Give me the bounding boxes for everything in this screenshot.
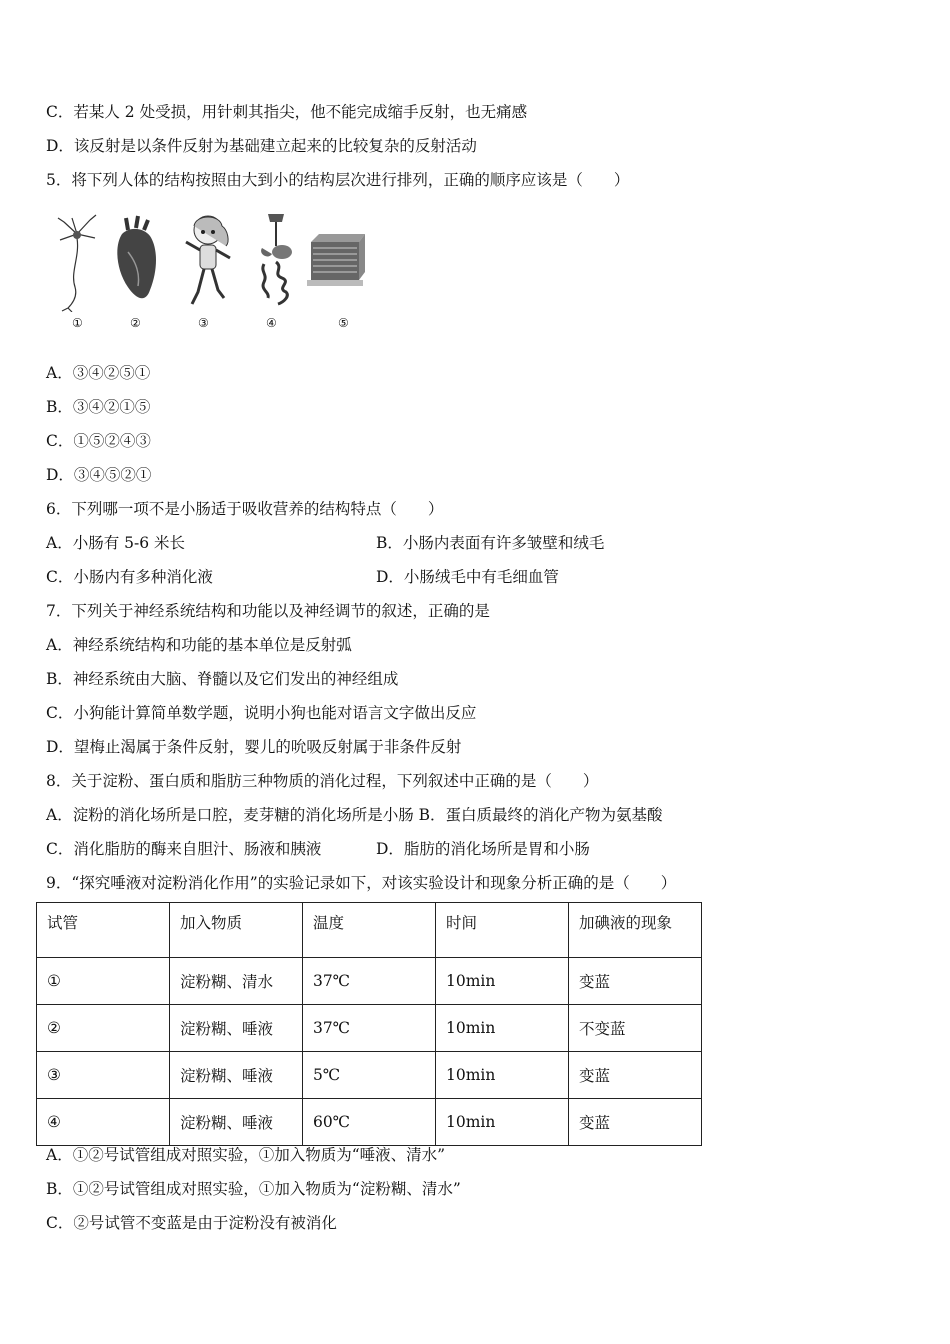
figure-label-5: ⑤ xyxy=(338,316,349,330)
q8-option-ab: A．淀粉的消化场所是口腔，麦芽糖的消化场所是小肠 B．蛋白质最终的消化产物为氨基酸 xyxy=(46,806,663,824)
line-d-option: D．该反射是以条件反射为基础建立起来的比较复杂的反射活动 xyxy=(46,137,477,155)
table-cell: ① xyxy=(37,958,170,1005)
heart-figure xyxy=(108,212,163,312)
q5-option-d: D．③④⑤②① xyxy=(46,466,152,484)
table-header-row xyxy=(37,903,702,958)
q9-option-a: A．①②号试管组成对照实验，①加入物质为“唾液、清水” xyxy=(46,1146,446,1164)
table-header-cell: 时间 xyxy=(436,903,569,958)
table-cell: 变蓝 xyxy=(569,1052,702,1099)
table-row xyxy=(37,1099,702,1146)
table-cell: 5℃ xyxy=(303,1052,436,1099)
q6-option-d: D．小肠绒毛中有毛细血管 xyxy=(376,568,559,586)
table-row xyxy=(37,958,702,1005)
table-cell: 37℃ xyxy=(303,958,436,1005)
table-cell: 淀粉糊、清水 xyxy=(170,958,303,1005)
tissue-figure xyxy=(305,212,365,312)
figure-label-2: ② xyxy=(130,316,141,330)
table-cell: 淀粉糊、唾液 xyxy=(170,1052,303,1099)
q9-option-c: C．②号试管不变蓝是由于淀粉没有被消化 xyxy=(46,1214,337,1232)
experiment-table xyxy=(36,902,702,1146)
table-cell: 10min xyxy=(436,958,569,1005)
table-row xyxy=(37,1005,702,1052)
table-row xyxy=(37,1052,702,1099)
q6-option-c: C．小肠内有多种消化液 xyxy=(46,568,213,586)
girl-figure xyxy=(178,212,238,312)
line-c-option: C．若某人 2 处受损，用针刺其指尖，他不能完成缩手反射，也无痛感 xyxy=(46,103,528,121)
table-cell: 淀粉糊、唾液 xyxy=(170,1005,303,1052)
structure-figures xyxy=(50,212,370,337)
question-9: 9．“探究唾液对淀粉消化作用”的实验记录如下，对该实验设计和现象分析正确的是（ ） xyxy=(46,874,677,892)
table-cell: 变蓝 xyxy=(569,1099,702,1146)
q7-option-d: D．望梅止渴属于条件反射，婴儿的吮吸反射属于非条件反射 xyxy=(46,738,462,756)
q5-option-c: C．①⑤②④③ xyxy=(46,432,151,450)
table-cell: 淀粉糊、唾液 xyxy=(170,1099,303,1146)
figure-label-4: ④ xyxy=(266,316,277,330)
table-cell: 10min xyxy=(436,1052,569,1099)
table-header-cell: 加入物质 xyxy=(170,903,303,958)
table-cell: 不变蓝 xyxy=(569,1005,702,1052)
q7-option-b: B．神经系统由大脑、脊髓以及它们发出的神经组成 xyxy=(46,670,399,688)
q9-option-b: B．①②号试管组成对照实验，①加入物质为“淀粉糊、清水” xyxy=(46,1180,461,1198)
q8-option-c: C．消化脂肪的酶来自胆汁、肠液和胰液 xyxy=(46,840,322,858)
table-cell: 37℃ xyxy=(303,1005,436,1052)
question-7: 7．下列关于神经系统结构和功能以及神经调节的叙述，正确的是 xyxy=(46,602,490,620)
table-cell: 10min xyxy=(436,1005,569,1052)
table-cell: 60℃ xyxy=(303,1099,436,1146)
question-6: 6．下列哪一项不是小肠适于吸收营养的结构特点（ ） xyxy=(46,500,444,518)
figure-label-3: ③ xyxy=(198,316,209,330)
q7-option-c: C．小狗能计算简单数学题，说明小狗也能对语言文字做出反应 xyxy=(46,704,477,722)
q5-option-b: B．③④②①⑤ xyxy=(46,398,151,416)
table-cell: 10min xyxy=(436,1099,569,1146)
table-cell: 变蓝 xyxy=(569,958,702,1005)
q8-option-d: D．脂肪的消化场所是胃和小肠 xyxy=(376,840,590,858)
table-header-cell: 试管 xyxy=(37,903,170,958)
table-cell: ② xyxy=(37,1005,170,1052)
digestive-system-figure xyxy=(248,212,303,312)
table-cell: ③ xyxy=(37,1052,170,1099)
table-cell: ④ xyxy=(37,1099,170,1146)
table-header-cell: 温度 xyxy=(303,903,436,958)
q5-option-a: A．③④②⑤① xyxy=(46,364,151,382)
q6-option-a: A．小肠有 5-6 米长 xyxy=(46,534,186,552)
q6-option-b: B．小肠内表面有许多皱壁和绒毛 xyxy=(376,534,605,552)
neuron-figure xyxy=(50,212,105,312)
q7-option-a: A．神经系统结构和功能的基本单位是反射弧 xyxy=(46,636,352,654)
question-5: 5．将下列人体的结构按照由大到小的结构层次进行排列，正确的顺序应该是（ ） xyxy=(46,171,630,189)
table-header-cell: 加碘液的现象 xyxy=(569,903,702,958)
question-8: 8．关于淀粉、蛋白质和脂肪三种物质的消化过程，下列叙述中正确的是（ ） xyxy=(46,772,599,790)
figure-label-1: ① xyxy=(72,316,83,330)
